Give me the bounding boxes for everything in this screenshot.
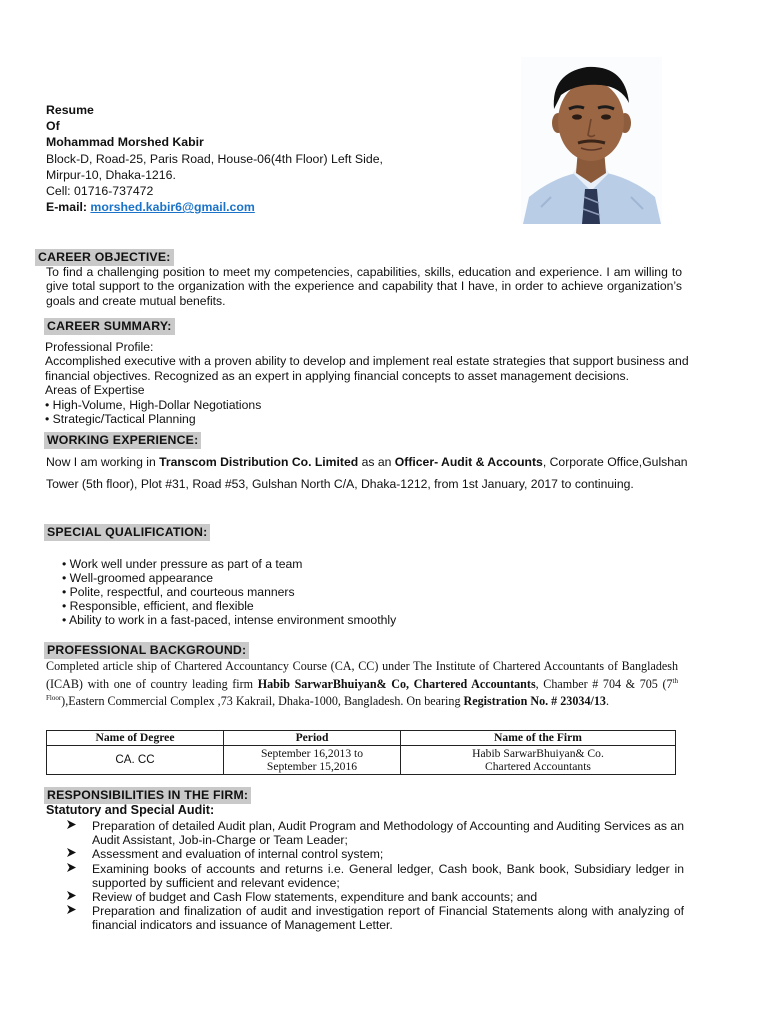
responsibilities-list — [64, 819, 684, 933]
areas-of-expertise-label: Areas of Expertise — [45, 383, 145, 398]
experience-text-part: as an — [358, 455, 395, 469]
period-start: September 16,2013 to — [260, 746, 364, 760]
firm-cell — [401, 746, 676, 775]
responsibility-text: Review of budget and Cash Flow statements, expenditure and bank accounts; and — [92, 890, 538, 905]
expertise-item: • High-Volume, High-Dollar Negotiations — [45, 397, 262, 412]
resume-title: Resume — [46, 103, 94, 117]
experience-text-part: Now I am working in — [46, 455, 160, 469]
firm-line-1: Habib SarwarBhuiyan& Co. — [472, 746, 604, 760]
working-experience-heading: WORKING EXPERIENCE: — [44, 432, 201, 449]
cell-number: Cell: 01716-737472 — [46, 184, 154, 199]
list-item — [64, 890, 684, 904]
background-text-part: . — [605, 694, 609, 709]
address-line-1: Block-D, Road-25, Paris Road, House-06(4th Floor) Left Side, — [46, 151, 383, 166]
resume-header — [46, 102, 516, 215]
career-objective-text: To find a challenging position to meet my competencies, capabilities, skills, education and experience. I am willing to give total support to the organization with the experience and capability that I have, in order to achieve organization’s goals and create mutual benefits. — [46, 265, 682, 308]
job-position: Officer- Audit & Accounts — [394, 455, 543, 469]
career-summary-body — [45, 340, 705, 426]
qualification-item: • Polite, respectful, and courteous manners — [62, 585, 295, 599]
resume-of: Of — [46, 119, 60, 134]
portrait-illustration — [521, 57, 662, 224]
arrow-bullet-icon — [66, 862, 77, 876]
registration-number: Registration No. # 23034/13 — [463, 694, 606, 709]
background-text-part: ),Eastern Commercial Complex ,73 Kakrail, Dhaka-1000, Bangladesh. On bearing — [61, 694, 464, 709]
list-item — [64, 904, 684, 932]
career-objective-heading: CAREER OBJECTIVE: — [35, 249, 174, 266]
professional-profile-text: Accomplished executive with a proven ability to develop and implement real estate strategies that support business and financial objectives. Recognized as an expert in applying financial concepts to asset management decisions. — [45, 354, 689, 383]
period-cell — [224, 746, 401, 775]
arrow-bullet-icon — [66, 819, 77, 833]
email-link[interactable]: morshed.kabir6@gmail.com — [90, 200, 255, 215]
responsibility-text: Preparation and finalization of audit and investigation report of Financial Statements along with analyzing of financial indicators and issuance of Management Letter. — [92, 904, 684, 933]
qualification-item: • Work well under pressure as part of a team — [62, 557, 303, 571]
statutory-audit-subtitle: Statutory and Special Audit: — [46, 803, 215, 817]
table-row — [47, 746, 676, 775]
article-firm-name: Habib SarwarBhuiyan& Co, Chartered Accountants — [257, 676, 536, 691]
period-end: September 15,2016 — [266, 760, 358, 773]
career-summary-heading: CAREER SUMMARY: — [44, 318, 175, 335]
qualification-item: • Well-groomed appearance — [62, 571, 214, 585]
responsibility-text: Preparation of detailed Audit plan, Audit Program and Methodology of Accounting and Auditing Services as an Audit Assistant, Job-in-Charge or Team Leader; — [92, 819, 684, 848]
background-text-part: Completed article ship of Chartered Accountancy Course (CA, CC) under The Institute of Chartered Accountants of Bangladesh (ICAB) with one of country leading firm — [46, 659, 678, 691]
professional-profile-label: Professional Profile: — [45, 340, 154, 354]
column-header: Name of Degree — [47, 731, 224, 746]
responsibilities-heading: RESPONSIBILITIES IN THE FIRM: — [44, 787, 251, 804]
company-name: Transcom Distribution Co. Limited — [159, 455, 359, 469]
list-item — [64, 862, 684, 890]
degree-table — [46, 730, 676, 775]
special-qualification-heading: SPECIAL QUALIFICATION: — [44, 524, 210, 541]
degree-cell: CA. CC — [47, 746, 224, 775]
responsibility-text: Assessment and evaluation of internal control system; — [92, 847, 384, 862]
arrow-bullet-icon — [66, 847, 77, 861]
floor-superscript: th Floor — [46, 676, 678, 703]
address-line-2: Mirpur-10, Dhaka-1216. — [46, 167, 176, 182]
firm-line-2: Chartered Accountants — [485, 760, 591, 773]
arrow-bullet-icon — [66, 904, 77, 918]
experience-text-part: , Corporate Office,Gulshan Tower (5th floor), Plot #31, Road #53, Gulshan North C/A, Dhaka-1212, from 1st January, 2017 to continuing. — [46, 455, 688, 491]
responsibility-text: Examining books of accounts and returns i.e. General ledger, Cash book, Bank book, Subsidiary ledger in supported by sufficient and relevant evidence; — [92, 861, 684, 890]
professional-background-text — [46, 659, 678, 709]
professional-background-heading: PROFESSIONAL BACKGROUND: — [44, 642, 249, 659]
special-qualification-list — [62, 557, 662, 627]
table-header-row — [47, 731, 676, 746]
profile-photo — [521, 57, 662, 224]
email-label: E-mail: — [46, 200, 91, 215]
working-experience-text — [46, 452, 696, 495]
background-text-part: , Chamber # 704 & 705 (7 — [535, 676, 673, 691]
list-item — [64, 819, 684, 847]
qualification-item: • Ability to work in a fast-paced, intense environment smoothly — [62, 613, 397, 627]
expertise-item: • Strategic/Tactical Planning — [45, 412, 196, 427]
column-header: Name of the Firm — [401, 731, 676, 746]
email-line — [46, 199, 516, 215]
list-item — [64, 847, 684, 861]
column-header: Period — [224, 731, 401, 746]
candidate-name: Mohammad Morshed Kabir — [46, 135, 204, 150]
qualification-item: • Responsible, efficient, and flexible — [62, 599, 254, 613]
arrow-bullet-icon — [66, 890, 77, 904]
